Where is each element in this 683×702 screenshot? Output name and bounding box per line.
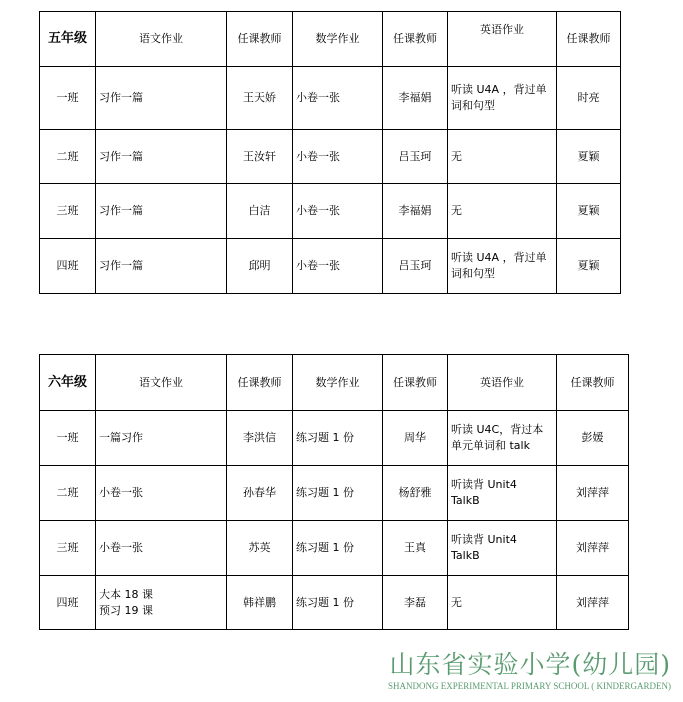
class-name: 一班 [40, 67, 96, 130]
chinese-homework: 习作一篇 [96, 67, 227, 130]
english-teacher: 彭媛 [557, 411, 629, 466]
table-row [40, 521, 629, 576]
english-homework: 听读背 Unit4 TalkB [448, 466, 557, 521]
header-english-teacher: 任课教师 [557, 12, 621, 67]
grade-label: 六年级 [40, 355, 96, 411]
class-name: 二班 [40, 466, 96, 521]
class-name: 二班 [40, 130, 96, 184]
chinese-homework: 习作一篇 [96, 130, 227, 184]
chinese-teacher: 王汝轩 [227, 130, 293, 184]
header-english-hw: 英语作业 [448, 12, 557, 67]
math-teacher: 吕玉珂 [383, 239, 448, 294]
math-teacher: 周华 [383, 411, 448, 466]
table-row [40, 466, 629, 521]
math-teacher: 吕玉珂 [383, 130, 448, 184]
math-teacher: 李福娟 [383, 67, 448, 130]
header-math-teacher: 任课教师 [383, 355, 448, 411]
class-name: 四班 [40, 576, 96, 630]
math-teacher: 李磊 [383, 576, 448, 630]
grade6-homework-table [39, 354, 629, 630]
english-teacher: 夏颖 [557, 239, 621, 294]
header-english-hw: 英语作业 [448, 355, 557, 411]
english-teacher: 刘萍萍 [557, 576, 629, 630]
english-teacher: 刘萍萍 [557, 466, 629, 521]
math-homework: 小卷一张 [293, 184, 383, 239]
header-english-teacher: 任课教师 [557, 355, 629, 411]
math-homework: 练习题 1 份 [293, 576, 383, 630]
chinese-teacher: 孙春华 [227, 466, 293, 521]
english-homework: 无 [448, 130, 557, 184]
english-teacher: 夏颖 [557, 130, 621, 184]
english-homework: 听读背 Unit4 TalkB [448, 521, 557, 576]
class-name: 三班 [40, 184, 96, 239]
header-chinese-teacher: 任课教师 [227, 355, 293, 411]
math-homework: 练习题 1 份 [293, 521, 383, 576]
table-header-row [40, 12, 621, 67]
chinese-homework: 习作一篇 [96, 239, 227, 294]
chinese-teacher: 王天娇 [227, 67, 293, 130]
grade5-homework-table [39, 11, 621, 294]
math-teacher: 杨舒雅 [383, 466, 448, 521]
math-teacher: 李福娟 [383, 184, 448, 239]
table-row [40, 576, 629, 630]
chinese-homework: 小卷一张 [96, 521, 227, 576]
table-row [40, 67, 621, 130]
table-header-row [40, 355, 629, 411]
math-teacher: 王真 [383, 521, 448, 576]
class-name: 四班 [40, 239, 96, 294]
school-name-en: SHANDONG EXPERIMENTAL PRIMARY SCHOOL ( KINDERGARDEN) [387, 681, 671, 691]
math-homework: 小卷一张 [293, 130, 383, 184]
header-chinese-hw: 语文作业 [96, 355, 227, 411]
table-row [40, 239, 621, 294]
english-homework: 无 [448, 184, 557, 239]
school-name-cn: 山东省实验小学(幼儿园) [389, 650, 671, 679]
header-math-teacher: 任课教师 [383, 12, 448, 67]
english-teacher: 夏颖 [557, 184, 621, 239]
chinese-homework: 一篇习作 [96, 411, 227, 466]
table-row [40, 130, 621, 184]
chinese-homework: 习作一篇 [96, 184, 227, 239]
math-homework: 小卷一张 [293, 67, 383, 130]
header-math-hw: 数学作业 [293, 355, 383, 411]
english-homework: 听读 U4C，背过本单元单词和 talk [448, 411, 557, 466]
chinese-teacher: 李洪信 [227, 411, 293, 466]
math-homework: 练习题 1 份 [293, 411, 383, 466]
chinese-homework: 小卷一张 [96, 466, 227, 521]
header-chinese-hw: 语文作业 [96, 12, 227, 67]
chinese-teacher: 白洁 [227, 184, 293, 239]
chinese-teacher: 韩祥鹏 [227, 576, 293, 630]
grade-label: 五年级 [40, 12, 96, 67]
header-math-hw: 数学作业 [293, 12, 383, 67]
english-homework: 无 [448, 576, 557, 630]
english-teacher: 刘萍萍 [557, 521, 629, 576]
class-name: 三班 [40, 521, 96, 576]
english-homework: 听读 U4A ，背过单词和句型 [448, 239, 557, 294]
math-homework: 小卷一张 [293, 239, 383, 294]
class-name: 一班 [40, 411, 96, 466]
school-watermark [388, 650, 671, 691]
chinese-teacher: 邱明 [227, 239, 293, 294]
english-homework: 听读 U4A ，背过单词和句型 [448, 67, 557, 130]
english-teacher: 时亮 [557, 67, 621, 130]
chinese-homework: 大本 18 课 预习 19 课 [96, 576, 227, 630]
table-row [40, 411, 629, 466]
chinese-teacher: 苏英 [227, 521, 293, 576]
math-homework: 练习题 1 份 [293, 466, 383, 521]
table-row [40, 184, 621, 239]
header-chinese-teacher: 任课教师 [227, 12, 293, 67]
